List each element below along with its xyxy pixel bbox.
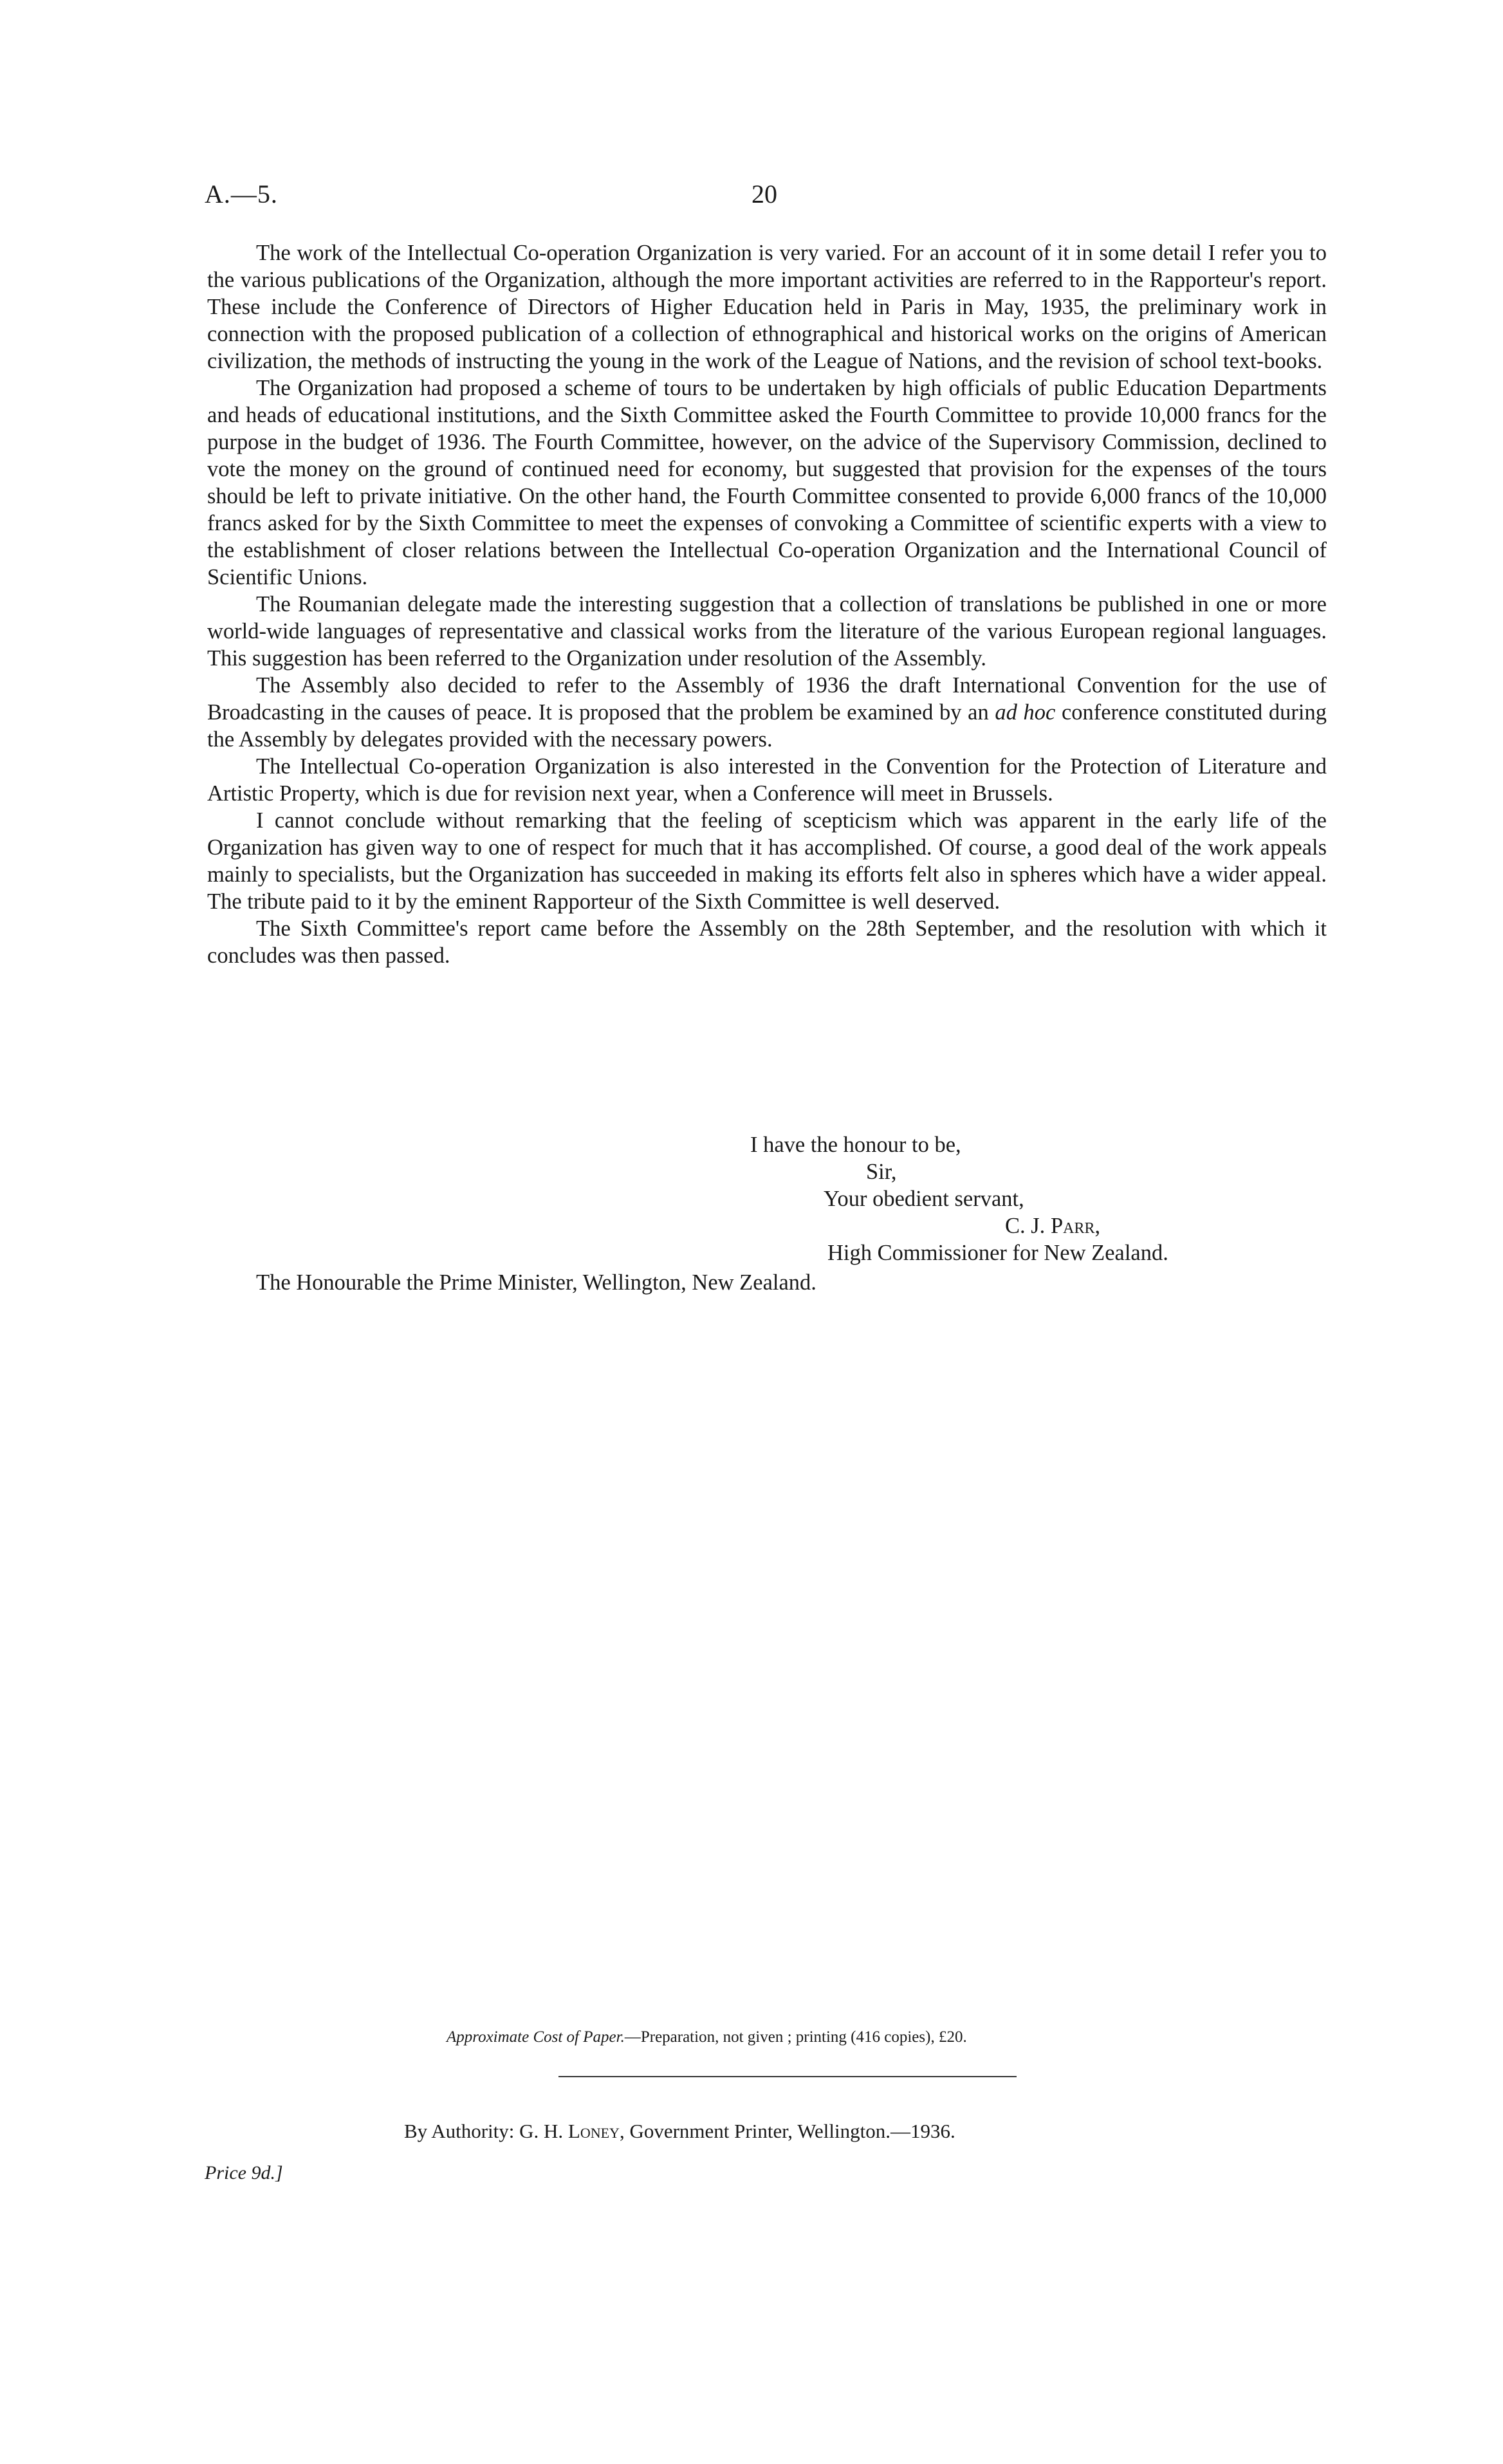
document-reference: A.—5. — [205, 180, 278, 208]
price-label: Price 9d.] — [205, 2162, 283, 2183]
printer-imprint — [404, 2120, 955, 2143]
cost-of-paper-note — [447, 2028, 967, 2046]
authority-suffix: , Government Printer, Wellington.—1936. — [619, 2120, 955, 2142]
paragraph-organization-work: The work of the Intellectual Co-operation Organization is very varied. For an account of it in some detail I refer you to the various publications of the Organization, although the more important activities are referred to in the Rapporteur's report. These include the Conference of Directors of Higher Education held in Paris in May, 1935, the preliminary work in connection with the proposed publication of a collection of ethnographical and historical works on the origins of American civilization, the methods of instructing the young in the work of the League of Nations, and the revision of school text-books. — [207, 241, 1327, 373]
letter-body — [207, 239, 1327, 969]
closing-servant: Your obedient servant, — [824, 1187, 1024, 1211]
paragraph-scepticism: I cannot conclude without remarking that the feeling of scepticism which was apparent in the early life of the Organization has given way to one of respect for much that it has accomplished. Of course, a good deal of the work appeals mainly to specialists, but the Organization has succeeded in making its efforts felt also in spheres which have a wider appeal. The tribute paid to it by the eminent Rapporteur of the Sixth Committee is well deserved. — [207, 808, 1327, 914]
signatory-surname: Parr — [1050, 1214, 1095, 1238]
cost-label: Approximate Cost of Paper. — [447, 2028, 625, 2046]
closing-honour: I have the honour to be, — [750, 1133, 961, 1157]
addressee: The Honourable the Prime Minister, Wellington, New Zealand. — [256, 1270, 816, 1295]
letter-closing — [750, 1131, 1168, 1266]
paragraph-broadcasting — [207, 672, 1327, 753]
signatory-title: High Commissioner for New Zealand. — [827, 1241, 1168, 1265]
paragraph-report-passed: The Sixth Committee's report came before the Assembly on the 28th September, and the resolution with which it concludes was then passed. — [207, 916, 1327, 968]
signatory-initials: C. J. — [1005, 1214, 1051, 1238]
signatory-comma: , — [1094, 1214, 1101, 1238]
authority-prefix: By Authority: G. H. — [404, 2120, 568, 2142]
page-number: 20 — [752, 180, 777, 208]
paragraph-translations: The Roumanian delegate made the interesting suggestion that a collection of translations be published in one or more world-wide languages of representative and classical works from the literature of the various European regional languages. This suggestion has been referred to the Organization under resolution of the Assembly. — [207, 592, 1327, 671]
signatory-name — [750, 1212, 1168, 1239]
footer-divider — [558, 2076, 1017, 2077]
paragraph-tours-scheme: The Organization had proposed a scheme of tours to be undertaken by high officials of public Education Departments and heads of educational institutions, and the Sixth Committee asked the Fourth Committee to provide 10,000 francs for the purpose in the budget of 1936. The Fourth Committee, however, on the advice of the Supervisory Commission, declined to vote the money on the ground of continued need for economy, but suggested that provision for the expenses of the tours should be left to private initiative. On the other hand, the Fourth Committee consented to provide 6,000 francs of the 10,000 francs asked for by the Sixth Committee to meet the expenses of convoking a Committee of scientific experts with a view to the establishment of closer relations between the Intellectual Co-operation Organization and the International Council of Scientific Unions. — [207, 376, 1327, 589]
ad-hoc-italic: ad hoc — [995, 700, 1056, 725]
cost-text: —Preparation, not given ; printing (416 copies), £20. — [624, 2028, 967, 2046]
closing-salutation: Sir, — [866, 1160, 897, 1184]
paragraph-literature-convention: The Intellectual Co-operation Organization is also interested in the Convention for the Protection of Literature and Artistic Property, which is due for revision next year, when a Conference will meet in Brussels. — [207, 754, 1327, 806]
broadcasting-text-before: The Assembly also decided to refer to the Assembly of 1936 the draft International Convention for the use of Broadcasting in the causes of peace. It is proposed that the problem be examined by an — [207, 673, 1327, 725]
printer-surname: Loney — [567, 2120, 620, 2142]
broadcasting-text-after: conference constituted during the Assembly by delegates provided with the necessary powers. — [207, 700, 1327, 752]
